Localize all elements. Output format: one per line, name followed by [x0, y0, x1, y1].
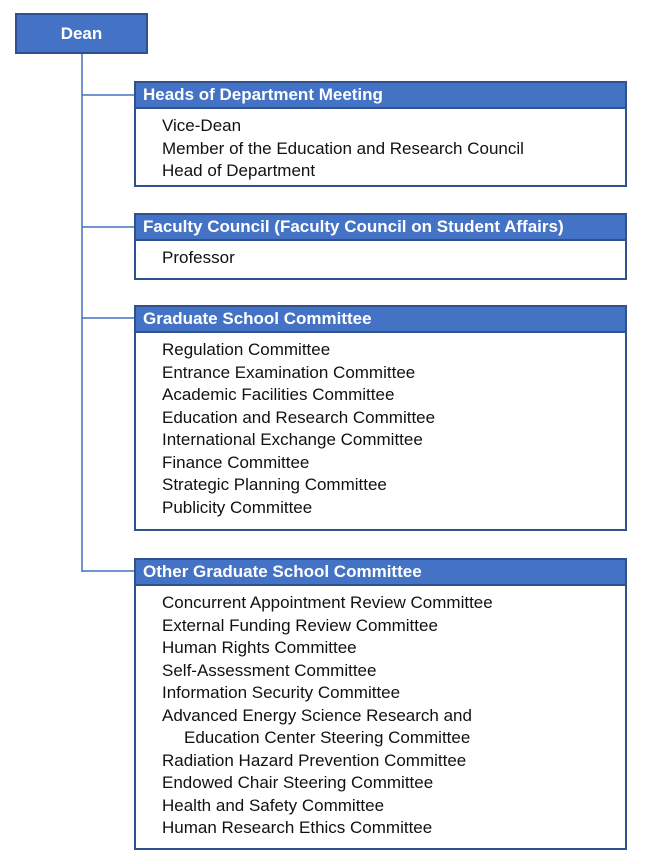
list-item: Concurrent Appointment Review Committee — [162, 593, 493, 612]
list-item: Professor — [162, 248, 235, 267]
group-member-list — [134, 586, 627, 850]
list-item: External Funding Review Committee — [162, 615, 438, 635]
dean-label: Dean — [60, 23, 103, 43]
list-item: Strategic Planning Committee — [162, 475, 387, 494]
group-header — [134, 213, 627, 241]
group-member-list — [134, 109, 627, 187]
list-item: Head of Department — [162, 161, 316, 180]
list-item: Publicity Committee — [162, 497, 313, 517]
list-item: Education and Research Committee — [162, 407, 436, 427]
list-item: Human Research Ethics Committee — [162, 818, 433, 837]
group-member-list — [134, 241, 627, 280]
list-item: Vice-Dean — [162, 116, 242, 135]
group-faculty-council — [134, 213, 627, 280]
group-title: Heads of Department Meeting — [143, 85, 383, 104]
list-item: Member of the Education and Research Council — [162, 138, 524, 158]
list-item: Regulation Committee — [162, 340, 331, 359]
group-header — [134, 81, 627, 109]
list-item: International Exchange Committee — [162, 430, 423, 449]
list-item: Advanced Energy Science Research and — [162, 705, 472, 725]
dean-box — [15, 13, 148, 54]
list-item: Education Center Steering Committee — [184, 728, 471, 747]
group-other-graduate-school-committee — [134, 558, 627, 850]
list-item: Human Rights Committee — [162, 638, 357, 657]
group-title: Other Graduate School Committee — [143, 562, 422, 581]
list-item: Endowed Chair Steering Committee — [162, 773, 434, 792]
group-member-list — [134, 333, 627, 531]
list-item: Information Security Committee — [162, 683, 401, 702]
list-item: Radiation Hazard Prevention Committee — [162, 750, 467, 770]
list-item: Health and Safety Committee — [162, 795, 385, 815]
list-item: Self-Assessment Committee — [162, 660, 377, 680]
group-title: Faculty Council (Faculty Council on Student Affairs) — [143, 217, 564, 236]
group-heads-of-department-meeting — [134, 81, 627, 187]
group-header — [134, 558, 627, 586]
list-item: Academic Facilities Committee — [162, 385, 395, 404]
list-item: Finance Committee — [162, 452, 310, 472]
group-title: Graduate School Committee — [143, 309, 372, 328]
list-item: Entrance Examination Committee — [162, 362, 416, 382]
group-header — [134, 305, 627, 333]
group-graduate-school-committee — [134, 305, 627, 531]
